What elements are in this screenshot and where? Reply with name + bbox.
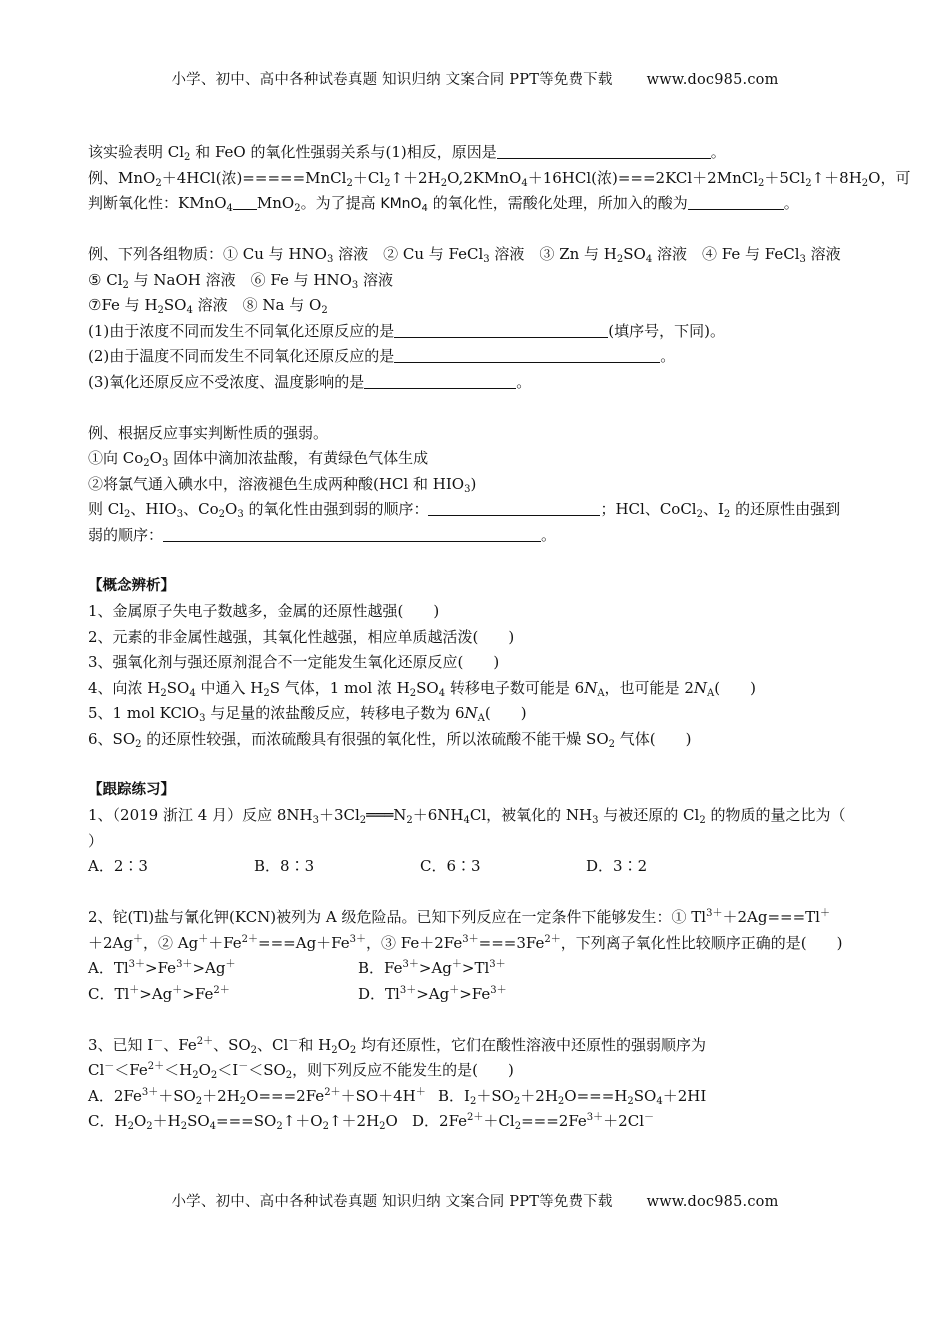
- answer-blank[interactable]: [394, 321, 608, 338]
- answer-blank[interactable]: [428, 499, 600, 516]
- text-line: 4、向浓 $H_2SO_4$ 中通入 $H_2S$ 气体，1 mol 浓 $H_2SO_4$ 转移电子数可能是 $6N_A$，也可能是 $2N_A$( ): [88, 678, 756, 699]
- text-line: 6、$SO_2$ 的还原性较强，而浓硫酸具有很强的氧化性，所以浓硫酸不能干燥 $SO_2$ 气体( ): [88, 729, 692, 750]
- option-a: A．$Tl^{3+}>Fe^{3+}>Ag^+$: [88, 959, 236, 977]
- option-d: D．3∶2: [586, 857, 648, 875]
- text-line: ＋2Ag＋，② $Ag^++Fe^{2+}===Ag+Fe^{3+}$，③ $Fe+2Fe^{3+}===3Fe^{2+}$，下列离子氧化性比较顺序正确的是( ): [88, 933, 843, 952]
- text-line: (3)氧化还原反应不受浓度、温度影响的是 。: [88, 372, 532, 391]
- answer-blank[interactable]: [364, 372, 516, 389]
- answer-blank[interactable]: [233, 193, 257, 210]
- option-c: C．$Tl^+>Ag^+>Fe^{2+}$: [88, 984, 230, 1003]
- text-line: 2、铊(Tl)盐与氰化钾(KCN)被列为 A 级危险品。已知下列反应在一定条件下能够发生：① $Tl^{3+}+2Ag===Tl^+$: [88, 908, 830, 926]
- text-line: ⑤ $Cl_2$ 与 NaOH 溶液 ⑥ Fe 与 $HNO_3$ 溶液: [88, 270, 394, 291]
- option-c: C．6∶3: [420, 857, 481, 875]
- option-b: B．$Fe^{3+}>Ag^+>Tl^{3+}$: [358, 959, 506, 977]
- option-row: [88, 1109, 868, 1135]
- answer-blank[interactable]: [688, 193, 784, 210]
- page-footer: [0, 1190, 950, 1211]
- text-line: 2、元素的非金属性越强，其氧化性越强，相应单质越活泼( ): [88, 627, 515, 646]
- text-line: 例、根据反应事实判断性质的强弱。: [88, 423, 329, 442]
- text-line: ）: [88, 831, 104, 850]
- text-line: 5、1 mol KClO$_3$ 与足量的浓盐酸反应，转移电子数为 $6N_A$( ): [88, 704, 527, 724]
- text-line: 弱的顺序： 。: [88, 525, 557, 544]
- answer-blank[interactable]: [394, 346, 660, 363]
- text-line: 该实验表明 $Cl_2$ 和 FeO 的氧化性强弱关系与(1)相反，原因是 。: [88, 143, 726, 163]
- option-d: D．$Tl^{3+}>Ag^+>Fe^{3+}$: [358, 984, 507, 1003]
- option-b: B．$I_2+SO_2+2H_2O===H_2SO_4+2HI$: [438, 1086, 707, 1107]
- section-heading: 【跟踪练习】: [88, 781, 175, 798]
- text-line: 3、强氧化剂与强还原剂混合不一定能发生氧化还原反应( ): [88, 653, 500, 671]
- document-body: [88, 140, 911, 1135]
- text-line: $Cl^-<Fe^{2+}<H_2O_2<I^-<SO_2$，则下列反应不能发生的是( ): [88, 1061, 514, 1081]
- text-line: 1、金属原子失电子数越多，金属的还原性越强( ): [88, 602, 440, 620]
- option-b: B．8∶3: [254, 857, 315, 875]
- text-line: ②将氯气通入碘水中，溶液褪色生成两种酸(HCl 和 $HIO_3$): [88, 474, 477, 495]
- answer-blank[interactable]: [497, 142, 711, 159]
- option-row: [88, 854, 868, 880]
- option-row: [88, 956, 868, 982]
- text-line: ①向 $Co_2O_3$ 固体中滴加浓盐酸，有黄绿色气体生成: [88, 449, 429, 469]
- text-line: ⑦Fe 与 $H_2SO_4$ 溶液 ⑧ Na 与 $O_2$: [88, 296, 328, 316]
- option-c: C．$H_2O_2+H_2SO_4===SO_2↑+O_2↑+2H_2O$: [88, 1112, 398, 1132]
- text-line: 1、（2019 浙江 4 月）反应 $8NH_3+3Cl_2═══N_2+6NH_4Cl$，被氧化的 $NH_3$ 与被还原的 $Cl_2$ 的物质的量之比为（: [88, 806, 846, 826]
- answer-blank[interactable]: [163, 525, 541, 542]
- page-header: [0, 68, 950, 89]
- text-line: 例、下列各组物质：① Cu 与 $HNO_3$ 溶液 ② Cu 与 FeCl$_3$ 溶液 ③ Zn 与 $H_2SO_4$ 溶液 ④ Fe 与 FeCl$_3$ 溶液: [88, 245, 841, 265]
- header-url[interactable]: www.doc985.com: [646, 72, 779, 88]
- text-line: (2)由于温度不同而发生不同氧化还原反应的是 。: [88, 347, 676, 365]
- footer-text: 小学、初中、高中各种试卷真题 知识归纳 文案合同 PPT等免费下载: [171, 1194, 613, 1210]
- text-line: (1)由于浓度不同而发生不同氧化还原反应的是 (填序号，下同)。: [88, 321, 725, 340]
- option-d: D．$2Fe^{2+}+Cl_2===2Fe^{3+}+2Cl^-$: [412, 1112, 654, 1132]
- header-text: 小学、初中、高中各种试卷真题 知识归纳 文案合同 PPT等免费下载: [171, 72, 613, 88]
- text-line: 判断氧化性：KMnO$_4$ MnO$_2$。为了提高 KMnO$_4$ 的氧化性，需酸化处理，所加入的酸为 。: [88, 194, 799, 214]
- text-line: 则 $Cl_2$、$HIO_3$、$Co_2O_3$ 的氧化性由强到弱的顺序： ；HCl、CoCl$_2$、$I_2$ 的还原性由强到: [88, 500, 841, 520]
- option-a: A．2∶3: [88, 857, 148, 875]
- option-row: [88, 1084, 868, 1110]
- section-heading: 【概念辨析】: [88, 577, 175, 594]
- option-row: [88, 982, 868, 1008]
- text-line: 例、MnO$_2$＋4HCl(浓)$=====MnCl_2+Cl_2↑+2H_2O,2KMnO_4+16HCl$(浓)$===2KCl+2MnCl_2+5Cl_2↑+8H_2O$，可: [88, 168, 911, 189]
- option-a: A．$2Fe^{3+}+SO_2+2H_2O===2Fe^{2+}+SO+4H^+$: [88, 1086, 426, 1107]
- text-line: 3、已知 I－、$Fe^{2+}$、$SO_2$、Cl－和 $H_2O_2$ 均有还原性，它们在酸性溶液中还原性的强弱顺序为: [88, 1035, 707, 1056]
- footer-url[interactable]: www.doc985.com: [646, 1194, 779, 1210]
